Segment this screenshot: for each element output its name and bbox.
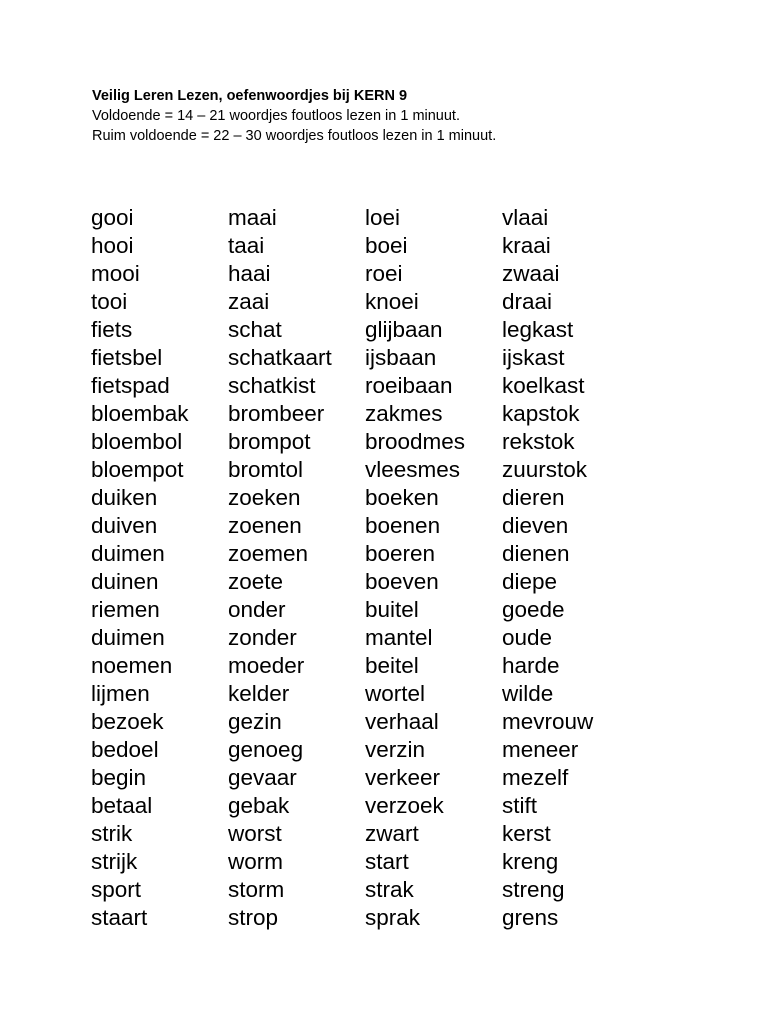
word-cell: bloembak [91, 401, 189, 426]
word-cell: verkeer [365, 765, 441, 790]
word-cell: vlaai [502, 205, 549, 230]
word-cell: dieven [502, 513, 569, 538]
word-cell: bedoel [91, 737, 159, 762]
word-cell: oude [502, 625, 553, 650]
word-cell: mantel [365, 625, 433, 650]
word-cell: duinen [91, 569, 159, 594]
word-cell: glijbaan [365, 317, 443, 342]
word-cell: schatkist [228, 373, 316, 398]
word-cell: kraai [502, 233, 551, 258]
word-cell: wilde [502, 681, 554, 706]
word-cell: zoete [228, 569, 284, 594]
word-cell: mevrouw [502, 709, 594, 734]
word-cell: bezoek [91, 709, 164, 734]
word-cell: haai [228, 261, 271, 286]
word-cell: worst [228, 821, 282, 846]
word-cell: kelder [228, 681, 290, 706]
word-cell: zwart [365, 821, 419, 846]
word-cell: kreng [502, 849, 559, 874]
word-cell: boeken [365, 485, 439, 510]
criteria-sufficient: Voldoende = 14 – 21 woordjes foutloos lezen in 1 minuut. [92, 108, 460, 124]
word-cell: brombeer [228, 401, 325, 426]
word-cell: stift [502, 793, 538, 818]
word-cell: fiets [91, 317, 133, 342]
word-cell: strop [228, 905, 279, 930]
word-cell: bromtol [228, 457, 304, 482]
word-cell: duimen [91, 625, 165, 650]
word-cell: beitel [365, 653, 419, 678]
word-grid [91, 204, 639, 932]
word-cell: hooi [91, 233, 134, 258]
word-cell: draai [502, 289, 553, 314]
word-cell: gezin [228, 709, 282, 734]
word-cell: broodmes [365, 429, 466, 454]
word-cell: fietsbel [91, 345, 163, 370]
word-cell: taai [228, 233, 265, 258]
word-cell: goede [502, 597, 565, 622]
word-cell: loei [365, 205, 401, 230]
word-cell: zaai [228, 289, 270, 314]
word-cell: buitel [365, 597, 419, 622]
word-cell: legkast [502, 317, 574, 342]
word-cell: roei [365, 261, 403, 286]
word-cell: strik [91, 821, 133, 846]
word-cell: moeder [228, 653, 305, 678]
word-cell: ijskast [502, 345, 565, 370]
word-cell: verzin [365, 737, 426, 762]
word-cell: duimen [91, 541, 165, 566]
word-cell: zoenen [228, 513, 302, 538]
criteria-ample: Ruim voldoende = 22 – 30 woordjes foutloos lezen in 1 minuut. [92, 128, 497, 144]
word-cell: onder [228, 597, 286, 622]
word-cell: roeibaan [365, 373, 453, 398]
word-cell: mezelf [502, 765, 569, 790]
word-cell: staart [91, 905, 148, 930]
word-cell: schatkaart [228, 345, 332, 370]
word-cell: knoei [365, 289, 419, 314]
word-cell: verzoek [365, 793, 444, 818]
word-cell: bloempot [91, 457, 184, 482]
word-cell: duiken [91, 485, 158, 510]
word-cell: boei [365, 233, 408, 258]
word-cell: rekstok [502, 429, 575, 454]
word-cell: genoeg [228, 737, 304, 762]
word-cell: dieren [502, 485, 565, 510]
document-title: Veilig Leren Lezen, oefenwoordjes bij KERN 9 [92, 88, 408, 104]
word-cell: koelkast [502, 373, 585, 398]
word-cell: brompot [228, 429, 311, 454]
word-cell: fietspad [91, 373, 170, 398]
word-cell: ijsbaan [365, 345, 437, 370]
word-cell: kerst [502, 821, 551, 846]
word-cell: noemen [91, 653, 173, 678]
word-cell: sprak [365, 905, 421, 930]
word-cell: kapstok [502, 401, 580, 426]
word-cell: duiven [91, 513, 158, 538]
word-cell: grens [502, 905, 559, 930]
word-cell: storm [228, 877, 285, 902]
word-cell: zoemen [228, 541, 309, 566]
word-cell: verhaal [365, 709, 439, 734]
word-cell: zakmes [365, 401, 443, 426]
word-cell: meneer [502, 737, 579, 762]
word-cell: tooi [91, 289, 128, 314]
word-cell: mooi [91, 261, 140, 286]
word-cell: boeven [365, 569, 439, 594]
word-cell: start [365, 849, 409, 874]
word-cell: riemen [91, 597, 160, 622]
word-cell: zoeken [228, 485, 301, 510]
word-cell: begin [91, 765, 147, 790]
word-cell: dienen [502, 541, 570, 566]
word-cell: zuurstok [502, 457, 588, 482]
word-cell: betaal [91, 793, 153, 818]
word-cell: gooi [91, 205, 134, 230]
word-cell: schat [228, 317, 282, 342]
word-cell: bloembol [91, 429, 183, 454]
word-cell: lijmen [91, 681, 150, 706]
word-cell: maai [228, 205, 277, 230]
word-cell: boenen [365, 513, 441, 538]
word-cell: zonder [228, 625, 297, 650]
word-cell: wortel [365, 681, 426, 706]
word-cell: streng [502, 877, 565, 902]
word-cell: vleesmes [365, 457, 461, 482]
document-header [92, 86, 496, 146]
word-cell: diepe [502, 569, 558, 594]
word-cell: strak [365, 877, 414, 902]
word-cell: gevaar [228, 765, 297, 790]
word-cell: strijk [91, 849, 138, 874]
word-cell: gebak [228, 793, 290, 818]
word-cell: boeren [365, 541, 436, 566]
word-cell: worm [228, 849, 283, 874]
word-cell: zwaai [502, 261, 560, 286]
word-cell: sport [91, 877, 142, 902]
word-cell: harde [502, 653, 560, 678]
